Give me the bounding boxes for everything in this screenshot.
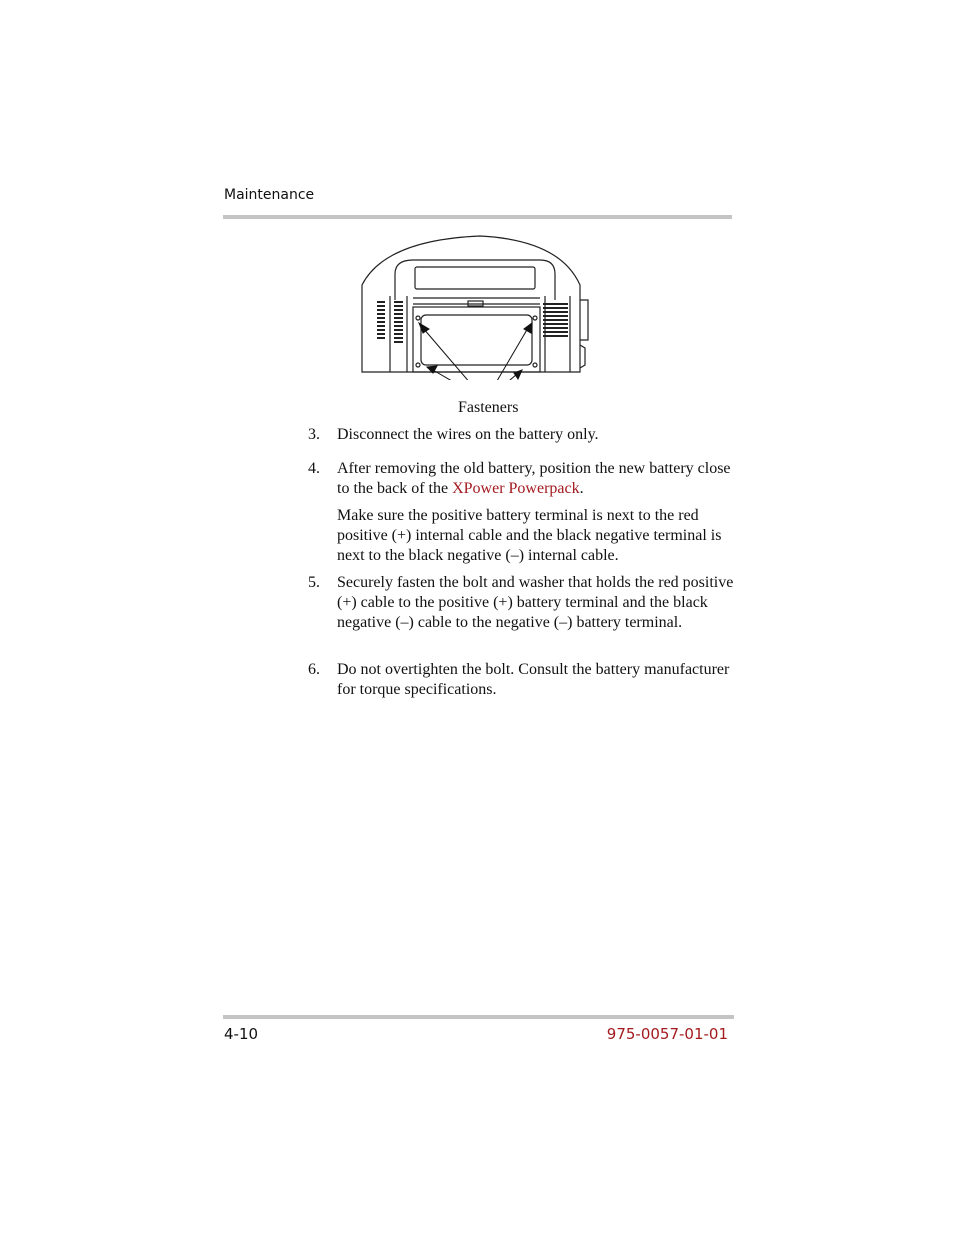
- step-text: Do not overtighten the bolt. Consult the battery manufacturer for torque specifications.: [337, 661, 730, 698]
- right-vent: [543, 304, 568, 336]
- document-number: 975-0057-01-01: [606, 1025, 728, 1043]
- step-note: Make sure the positive battery terminal is next to the red positive (+) internal cable and the black negative terminal is next to the black negative (–) internal cable.: [337, 507, 722, 564]
- handle-recess: [395, 260, 555, 300]
- fastener-hole: [416, 363, 420, 367]
- leader-line: [489, 374, 517, 380]
- step-number: 6.: [308, 661, 320, 678]
- fastener-hole: [533, 363, 537, 367]
- arrowhead: [524, 323, 532, 333]
- step-text: [337, 459, 737, 499]
- page-header-title: Maintenance: [224, 187, 315, 203]
- step-number: 4.: [308, 460, 320, 477]
- figure-caption: Fasteners: [458, 399, 519, 416]
- step-text-part: .: [579, 480, 584, 497]
- footer-divider: [223, 1015, 734, 1019]
- battery-compartment: [421, 315, 532, 365]
- fastener-hole: [416, 316, 420, 320]
- header-divider: [223, 215, 732, 219]
- page-number: 4-10: [224, 1025, 259, 1043]
- arrowhead: [514, 370, 522, 379]
- step-text-part: After removing the old battery, position the new battery close to the back of the: [337, 460, 731, 497]
- fastener-hole: [533, 316, 537, 320]
- left-vent-inner: [394, 302, 403, 342]
- left-vent-outer: [377, 302, 385, 338]
- step-text: Securely fasten the bolt and washer that holds the red positive (+) cable to the positive (+) battery terminal and the black negative (–) cable to the negative (–) battery terminal.: [337, 574, 734, 631]
- powerpack-rear-illustration: [355, 230, 600, 380]
- xpower-powerpack-link[interactable]: XPower Powerpack: [452, 480, 580, 497]
- side-connector: [580, 300, 588, 340]
- step-text: Disconnect the wires on the battery only.: [337, 426, 599, 443]
- step-number: 5.: [308, 574, 320, 591]
- step-number: 3.: [308, 426, 320, 443]
- handle-slot: [415, 267, 535, 289]
